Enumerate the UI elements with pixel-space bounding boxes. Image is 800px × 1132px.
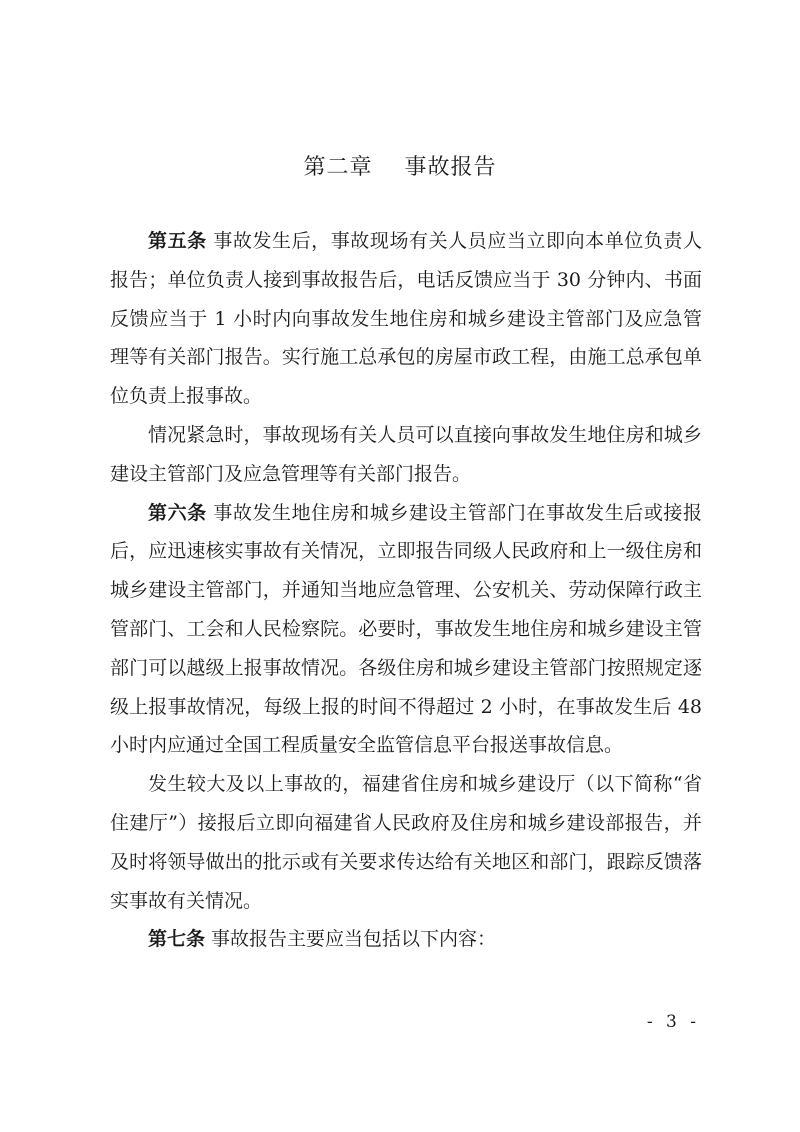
paragraph-text: 事故报告主要应当包括以下内容：	[205, 928, 497, 951]
paragraph-text: 情况紧急时，事故现场有关人员可以直接向事故发生地住房和城乡建设主管部门及应急管理等有关部门报告。	[110, 423, 702, 485]
paragraph-article-5	[110, 222, 702, 416]
paragraph-article-6	[110, 494, 702, 766]
chapter-title: 第二章 事故报告	[303, 155, 497, 180]
paragraph-major-accident	[110, 765, 702, 920]
paragraph-text: 事故发生后，事故现场有关人员应当立即向本单位负责人报告；单位负责人接到事故报告后，电话反馈应当于 30 分钟内、书面反馈应当于 1 小时内向事故发生地住房和城乡建设主管部门及应急管理等有关部门报告。实行施工总承包的房屋市政工程，由施工总承包单位负责上报事故。	[110, 230, 702, 408]
page-number: - 3 -	[646, 1012, 700, 1032]
paragraph-text: 事故发生地住房和城乡建设主管部门在事故发生后或接报后，应迅速核实事故有关情况，立即报告同级人民政府和上一级住房和城乡建设主管部门，并通知当地应急管理、公安机关、劳动保障行政主管部门、工会和人民检察院。必要时，事故发生地住房和城乡建设主管部门可以越级上报事故情况。各级住房和城乡建设主管部门按照规定逐级上报事故情况，每级上报的时间不得超过 2 小时，在事故发生后 48 小时内应通过全国工程质量安全监管信息平台报送事故信息。	[110, 501, 702, 757]
paragraph-text: 发生较大及以上事故的，福建省住房和城乡建设厅（以下简称“省住建厅”）接报后立即向福建省人民政府及住房和城乡建设部报告，并及时将领导做出的批示或有关要求传达给有关地区和部门，跟踪反馈落实事故有关情况。	[110, 773, 702, 912]
article-heading: 第六条	[148, 501, 207, 524]
article-heading: 第五条	[148, 230, 207, 252]
article-heading: 第七条	[148, 928, 206, 951]
document-body	[110, 222, 702, 959]
paragraph-article-7	[110, 920, 702, 959]
paragraph-emergency-report	[110, 416, 702, 494]
